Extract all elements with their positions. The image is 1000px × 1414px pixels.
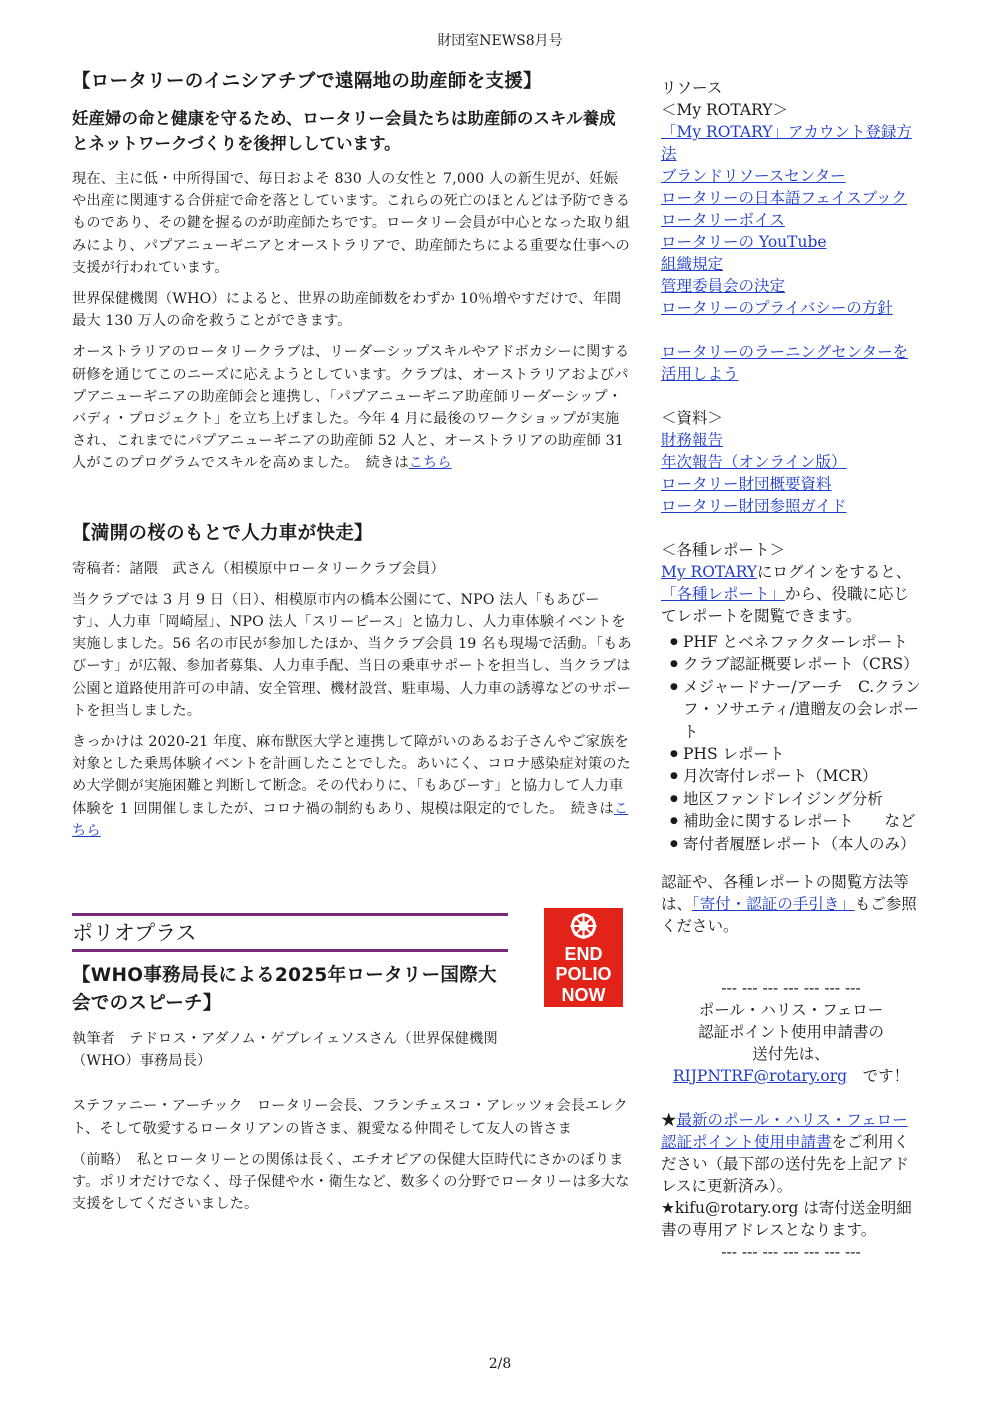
main-column	[72, 68, 632, 1225]
star-icon: ★	[661, 1111, 677, 1130]
sidebar-reports-label: ＜各種レポート＞	[661, 541, 786, 559]
report-list-item: ● 補助金に関するレポート など	[683, 810, 921, 832]
sidebar-reports-text	[661, 561, 921, 627]
sidebar-material-link[interactable]: 財務報告	[661, 431, 724, 449]
article1-paragraph: 世界保健機関（WHO）によると、世界の助産師数をわずか 10％増やすだけで、年間最大 130 万人の命を救うことができます。	[72, 291, 622, 330]
article1-paragraph: 現在、主に低・中所得国で、毎日およそ 830 人の女性と 7,000 人の新生児が、妊娠や出産に関連する合併症で命を落としています。これらの死亡のほとんどは予防できるものであり、その鍵を握るのが助産師たちです。ロータリー会員が中心となった取り組みにより、パプアニューギニアとオーストラリアで、助産師たちによる重要な仕事への支援が行われています。	[72, 171, 631, 276]
polio-title: 【WHO事務局長による2025年ロータリー国際大会でのスピーチ】	[72, 965, 497, 1015]
report-list-item: ● 月次寄付レポート（MCR）	[683, 765, 921, 787]
star-note-text: をご利用ください（最下部の送付先を上記アドレスに更新済み）。	[661, 1133, 910, 1196]
myrotary-link[interactable]: My ROTARY	[661, 563, 758, 581]
page-number: 2/8	[488, 1356, 512, 1372]
logo-text-end: END	[564, 944, 603, 964]
polio-paragraph: ステファニー・アーチック ロータリー会長、フランチェスコ・アレッツォ会長エレクト、そして敬愛するロータリアンの皆さま、親愛なる仲間そして友人の皆さま	[72, 1098, 628, 1137]
sidebar-link[interactable]: ロータリーボイス	[661, 211, 785, 229]
sidebar-link[interactable]: ブランドリソースセンター	[661, 167, 846, 185]
sidebar	[661, 77, 921, 1263]
sidebar-link[interactable]: 「My ROTARY」アカウント登録方法	[661, 123, 912, 163]
divider: --- --- --- --- --- --- ---	[721, 979, 861, 998]
phf-form-link[interactable]: 最新のポール・ハリス・フェロー認証ポイント使用申請書	[661, 1111, 908, 1152]
phf-line: 送付先は、	[752, 1045, 830, 1064]
sidebar-material-link[interactable]: 年次報告（オンライン版）	[661, 453, 847, 471]
star-note-2: ★kifu@rotary.org は寄付送金明細書の専用アドレスとなります。	[661, 1199, 912, 1240]
sidebar-guide-text	[661, 871, 921, 937]
polio-section-heading: ポリオプラス	[72, 913, 508, 952]
article2-paragraph	[72, 731, 632, 842]
sidebar-link[interactable]: ロータリーのプライバシーの方針	[661, 299, 893, 317]
article1-paragraph	[72, 341, 632, 474]
polio-byline: 執筆者 テドロス・アダノム・ゲブレイェソスさん（世界保健機関（WHO）事務局長）	[72, 1031, 498, 1070]
phf-email-suffix: です！	[847, 1067, 910, 1086]
article2-byline: 寄稿者：諸隈 武さん（相模原中ロータリークラブ会員）	[72, 560, 445, 577]
polio-paragraph: （前略） 私とロータリーとの関係は長く、エチオピアの保健大臣時代にさかのぼります。ポリオだけでなく、母子保健や水・衛生など、数多くの分野でロータリーは多大な支援をしてくださいました。	[72, 1151, 630, 1213]
phf-line: ポール・ハリス・フェロー	[698, 1001, 884, 1020]
end-polio-now-logo	[544, 908, 623, 1007]
reports-link[interactable]: 「各種レポート」	[661, 585, 786, 603]
star-note-1	[661, 1109, 921, 1197]
sidebar-link[interactable]: ロータリーの YouTube	[661, 233, 827, 251]
article1-title: 【ロータリーのイニシアチブで遠隔地の助産師を支援】	[72, 71, 542, 92]
report-list-item: ● クラブ認証概要レポート（CRS）	[683, 653, 921, 675]
reports-text-part: から、役職に応じてレポートを閲覧できます。	[661, 585, 910, 625]
sidebar-myrotary-label: ＜My ROTARY＞	[661, 101, 789, 119]
article2-more-link[interactable]: こちら	[72, 800, 629, 839]
sidebar-material-link[interactable]: ロータリー財団参照ガイド	[661, 497, 847, 515]
sidebar-material-link[interactable]: ロータリー財団概要資料	[661, 475, 832, 493]
phf-line: 認証ポイント使用申請書の	[697, 1023, 884, 1042]
article2-title: 【満開の桜のもとで人力車が快走】	[72, 522, 373, 544]
logo-text-now: NOW	[561, 985, 606, 1005]
sidebar-link[interactable]: 管理委員会の決定	[661, 277, 786, 295]
rotary-wheel-icon	[571, 913, 597, 939]
sidebar-link[interactable]: ロータリーの日本語フェイスブック	[661, 189, 907, 207]
reports-text-part: にログインをすると、	[757, 563, 912, 581]
report-list	[661, 631, 921, 855]
article1-paragraph-text: オーストラリアのロータリークラブは、リーダーシップスキルやアドボカシーに関する研修を通じてこのニーズに応えようとしています。クラブは、オーストラリアおよびパプアニューギニアの助産師会と連携し、「パプアニューギニア助産師リーダーシップ・バディ・プロジェクト」を立ち上げました。今年 4 月に最後のワークショップが実施され、これまでにパプアニューギニアの助産師 52 人と、オーストラリアの助産師 31 人がこのプログラムでスキルを高めました。 続きは	[72, 344, 630, 472]
logo-text-polio: POLIO	[555, 964, 612, 984]
article2-paragraph: 当クラブでは 3 月 9 日（日）、相模原市内の橋本公園にて、NPO 法人「もあびーす」、人力車「岡崎屋」、NPO 法人「スリーピース」と協力し、人力車体験イベントを実施しました。56 名の市民が参加したほか、当クラブ会員 19 名も現場で活動。「もあびーす」が広報、参加者募集、人力車手配、当日の乗車サポートを担当し、当クラブは公園と道路使用許可の申請、安全管理、機材設営、駐車場、人力車の誘導などのサポートを担当しました。	[72, 591, 632, 719]
report-list-item: ● 地区ファンドレイジング分析	[683, 788, 921, 810]
report-list-item: ● PHF とベネファクターレポート	[683, 631, 921, 653]
article1-more-link[interactable]: こちら	[408, 455, 452, 472]
divider: --- --- --- --- --- --- ---	[721, 1243, 861, 1262]
sidebar-link[interactable]: 組織規定	[661, 255, 724, 273]
report-list-item: ● PHS レポート	[683, 743, 921, 765]
sidebar-materials-label: ＜資料＞	[661, 409, 724, 427]
sidebar-learning-link[interactable]: ロータリーのラーニングセンターを活用しよう	[661, 343, 909, 383]
sidebar-resources-label: リソース	[661, 79, 723, 97]
phf-email-line	[661, 1065, 921, 1087]
guide-text-part: もご参照ください。	[661, 895, 917, 936]
article2-paragraph-text: きっかけは 2020-21 年度、麻布獣医大学と連携して障がいのあるお子さんやご家族を対象とした乗馬体験イベントを計画したことでした。あいにく、コロナ感染症対策のため大学側が実施困難と判断して断念。その代わりに、「もあびーす」と協力して人力車体験を 1 回開催しましたが、コロナ禍の制約もあり、規模は限定的でした。 続きは	[72, 734, 631, 817]
report-list-item: ● 寄付者履歴レポート（本人のみ）	[683, 833, 921, 855]
guide-link[interactable]: 「寄付・認証の手引き」	[692, 895, 855, 914]
guide-text-part: 認証や、各種レポートの閲覧方法等は、	[661, 873, 909, 914]
page-header: 財団室NEWS8月号	[437, 33, 563, 49]
report-list-item: ● メジャードナー/アーチ C.クランフ・ソサエティ/遺贈友の会レポート	[683, 676, 921, 743]
phf-email-link[interactable]: RIJPNTRF@rotary.org	[672, 1067, 848, 1086]
article1-lead: 妊産婦の命と健康を守るため、ロータリー会員たちは助産師のスキル養成とネットワークづくりを後押ししています。	[72, 109, 616, 153]
